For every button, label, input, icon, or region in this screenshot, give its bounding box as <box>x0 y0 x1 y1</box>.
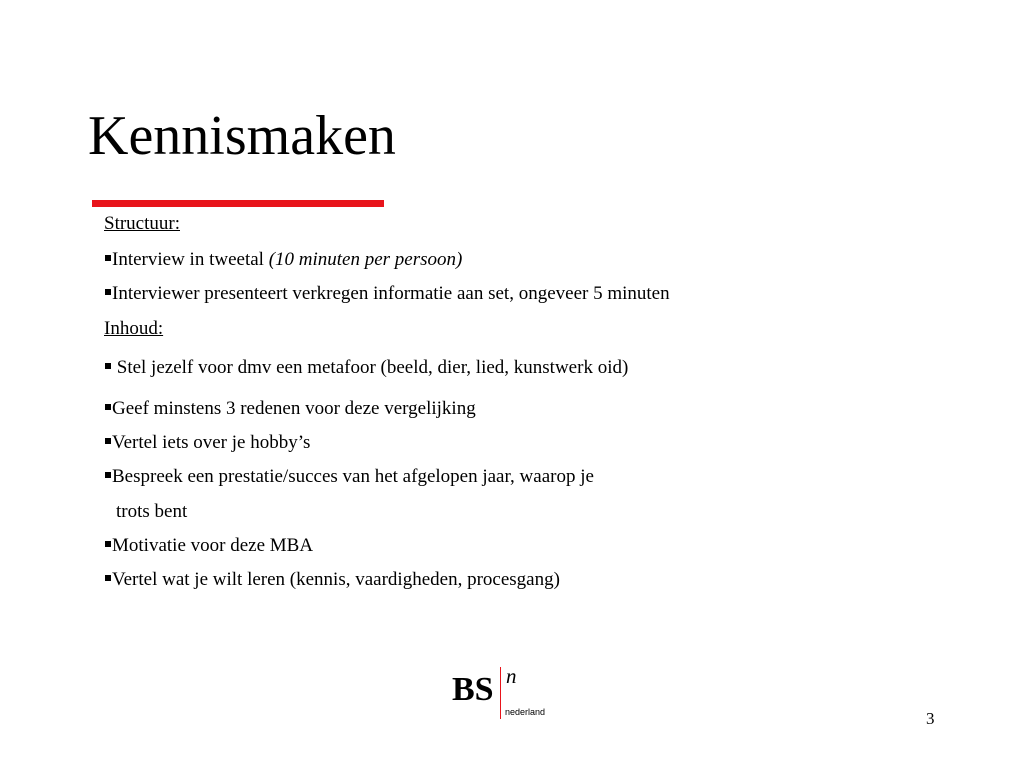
content-item-text: Bespreek een prestatie/succes van het afgelopen jaar, waarop je <box>112 466 594 487</box>
logo-subtitle: nederland <box>505 707 546 717</box>
structure-item-text: Interview in tweetal <box>112 249 269 270</box>
logo-main-text: BS <box>452 671 494 708</box>
structure-heading: Structuur: <box>104 213 180 234</box>
title-underline-bar <box>92 200 384 207</box>
content-item-text: Vertel iets over je hobby’s <box>112 432 311 453</box>
square-bullet-icon <box>105 289 111 295</box>
content-item <box>104 568 560 592</box>
structure-item <box>104 248 462 272</box>
square-bullet-icon <box>105 541 111 547</box>
logo-superscript: n <box>506 664 517 688</box>
structure-item-note: (10 minuten per persoon) <box>268 249 463 270</box>
square-bullet-icon <box>105 363 111 369</box>
square-bullet-icon <box>105 438 111 444</box>
page-number: 3 <box>926 709 935 728</box>
square-bullet-icon <box>105 255 111 261</box>
content-heading: Inhoud: <box>104 318 164 339</box>
content-item-text: Geef minstens 3 redenen voor deze vergelijking <box>112 398 476 419</box>
structure-item-text: Interviewer presenteert verkregen informatie aan set, ongeveer 5 minuten <box>112 283 670 304</box>
content-item <box>104 431 310 455</box>
content-item <box>104 465 594 489</box>
content-item-text: Stel jezelf voor dmv een metafoor (beeld, dier, lied, kunstwerk oid) <box>112 357 629 378</box>
structure-item <box>104 282 670 306</box>
square-bullet-icon <box>105 404 111 410</box>
content-item <box>104 397 476 421</box>
square-bullet-icon <box>105 575 111 581</box>
content-item-text: Motivatie voor deze MBA <box>112 535 314 556</box>
square-bullet-icon <box>105 472 111 478</box>
content-item-text: Vertel wat je wilt leren (kennis, vaardigheden, procesgang) <box>112 569 560 590</box>
logo-divider <box>500 667 501 719</box>
content-item <box>104 534 313 558</box>
slide-title: Kennismaken <box>88 105 396 167</box>
content-item-continuation: trots bent <box>116 501 188 522</box>
content-item <box>104 356 628 380</box>
bsn-logo <box>452 665 562 721</box>
